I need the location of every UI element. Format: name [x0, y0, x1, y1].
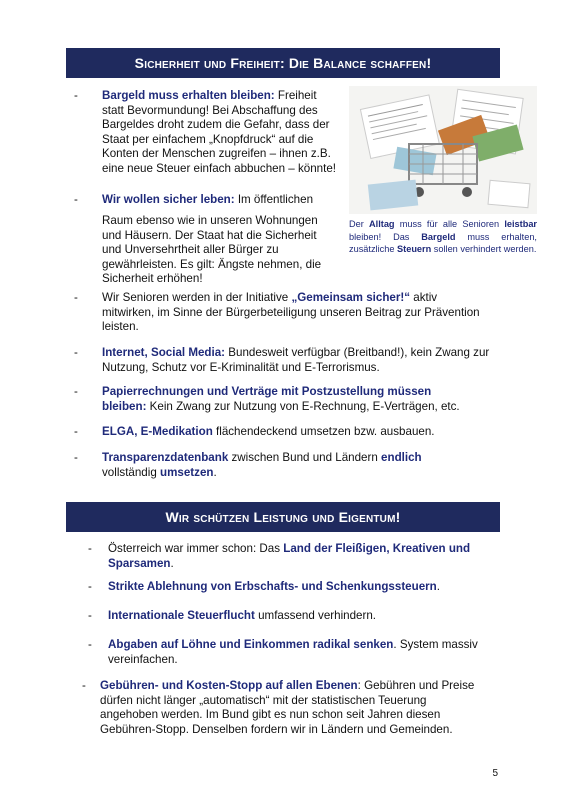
- list-item: Transparenzdatenbank zwischen Bund und Ländern endlich vollständig umsetzen.: [102, 451, 422, 479]
- photo-caption: Der Alltag muss für alle Senioren leistbar bleiben! Das Bargeld muss erhalten, zusätzliche Steuern sollen verhindert werden.: [349, 219, 538, 255]
- list-item: Strikte Ablehnung von Erbschafts- und Schenkungssteuern.: [108, 580, 440, 593]
- bullet-dash: -: [74, 89, 78, 102]
- list-item: Bargeld muss erhalten bleiben: Freiheit statt Bevormundung! Bei Abschaffung des Bargeldes droht zudem die Gefahr, dass der Staat per einfachem „Knopfdruck“ auf die Konten der Menschen zugreifen – ihnen z.B. eine neue Steuer einfach abbuchen – könnte!: [102, 89, 336, 175]
- list-item: Papierrechnungen und Verträge mit Postzustellung müssen bleiben: Kein Zwang zur Nutzung von E-Rechnung, E-Verträgen, etc.: [102, 385, 460, 413]
- bullet-dash: -: [74, 385, 78, 398]
- bullet-dash: -: [74, 291, 78, 304]
- bullet-dash: -: [88, 580, 92, 593]
- list-item: Wir Senioren werden in der Initiative „Gemeinsam sicher!“ aktiv mitwirken, im Sinne der Bürgerbeteiligung unseren Beitrag zur Prävention leisten.: [102, 291, 480, 334]
- receipts-money-cart-photo: [349, 86, 537, 214]
- bullet-dash: -: [88, 638, 92, 651]
- list-item: ELGA, E-Medikation flächendeckend umsetzen bzw. ausbauen.: [102, 425, 435, 438]
- bullet-dash: -: [74, 193, 78, 206]
- list-item: Internet, Social Media: Bundesweit verfügbar (Breitband!), kein Zwang zur Nutzung, Schutz vor E-Kriminalität und E-Terrorismus.: [102, 346, 490, 374]
- list-item-continuation: Raum ebenso wie in unseren Wohnungen und Häusern. Der Staat hat die Sicherheit und Unversehrtheit aller Bürger zu gewährleisten. Es gilt: Ängste nehmen, die Sicherheit erhöhen!: [102, 214, 322, 286]
- bullet-dash: -: [88, 542, 92, 555]
- section-heading-security: Sicherheit und Freiheit: Die Balance schaffen!: [66, 48, 500, 78]
- list-item: Österreich war immer schon: Das Land der Fleißigen, Kreativen und Sparsamen.: [108, 542, 471, 570]
- bullet-dash: -: [74, 451, 78, 464]
- page-number: 5: [492, 768, 498, 779]
- bullet-dash: -: [88, 609, 92, 622]
- bullet-dash: -: [74, 346, 78, 359]
- list-item: Wir wollen sicher leben: Im öffentlichen: [102, 193, 314, 206]
- list-item: Gebühren- und Kosten-Stopp auf allen Ebenen: Gebühren und Preise dürfen nicht länger „automatisch“ mit der statistischen Teuerung angehoben werden. Im Bund gibt es nun schon seit Jahren diesen Gebühren-Stopp. Denselben fordern wir in Ländern und Gemeinden.: [100, 679, 475, 736]
- list-item: Abgaben auf Löhne und Einkommen radikal senken. System massiv vereinfachen.: [108, 638, 478, 666]
- section-heading-performance: Wir schützen Leistung und Eigentum!: [66, 502, 500, 532]
- list-item: Internationale Steuerflucht umfassend verhindern.: [108, 609, 377, 622]
- bullet-dash: -: [82, 679, 86, 692]
- bullet-dash: -: [74, 425, 78, 438]
